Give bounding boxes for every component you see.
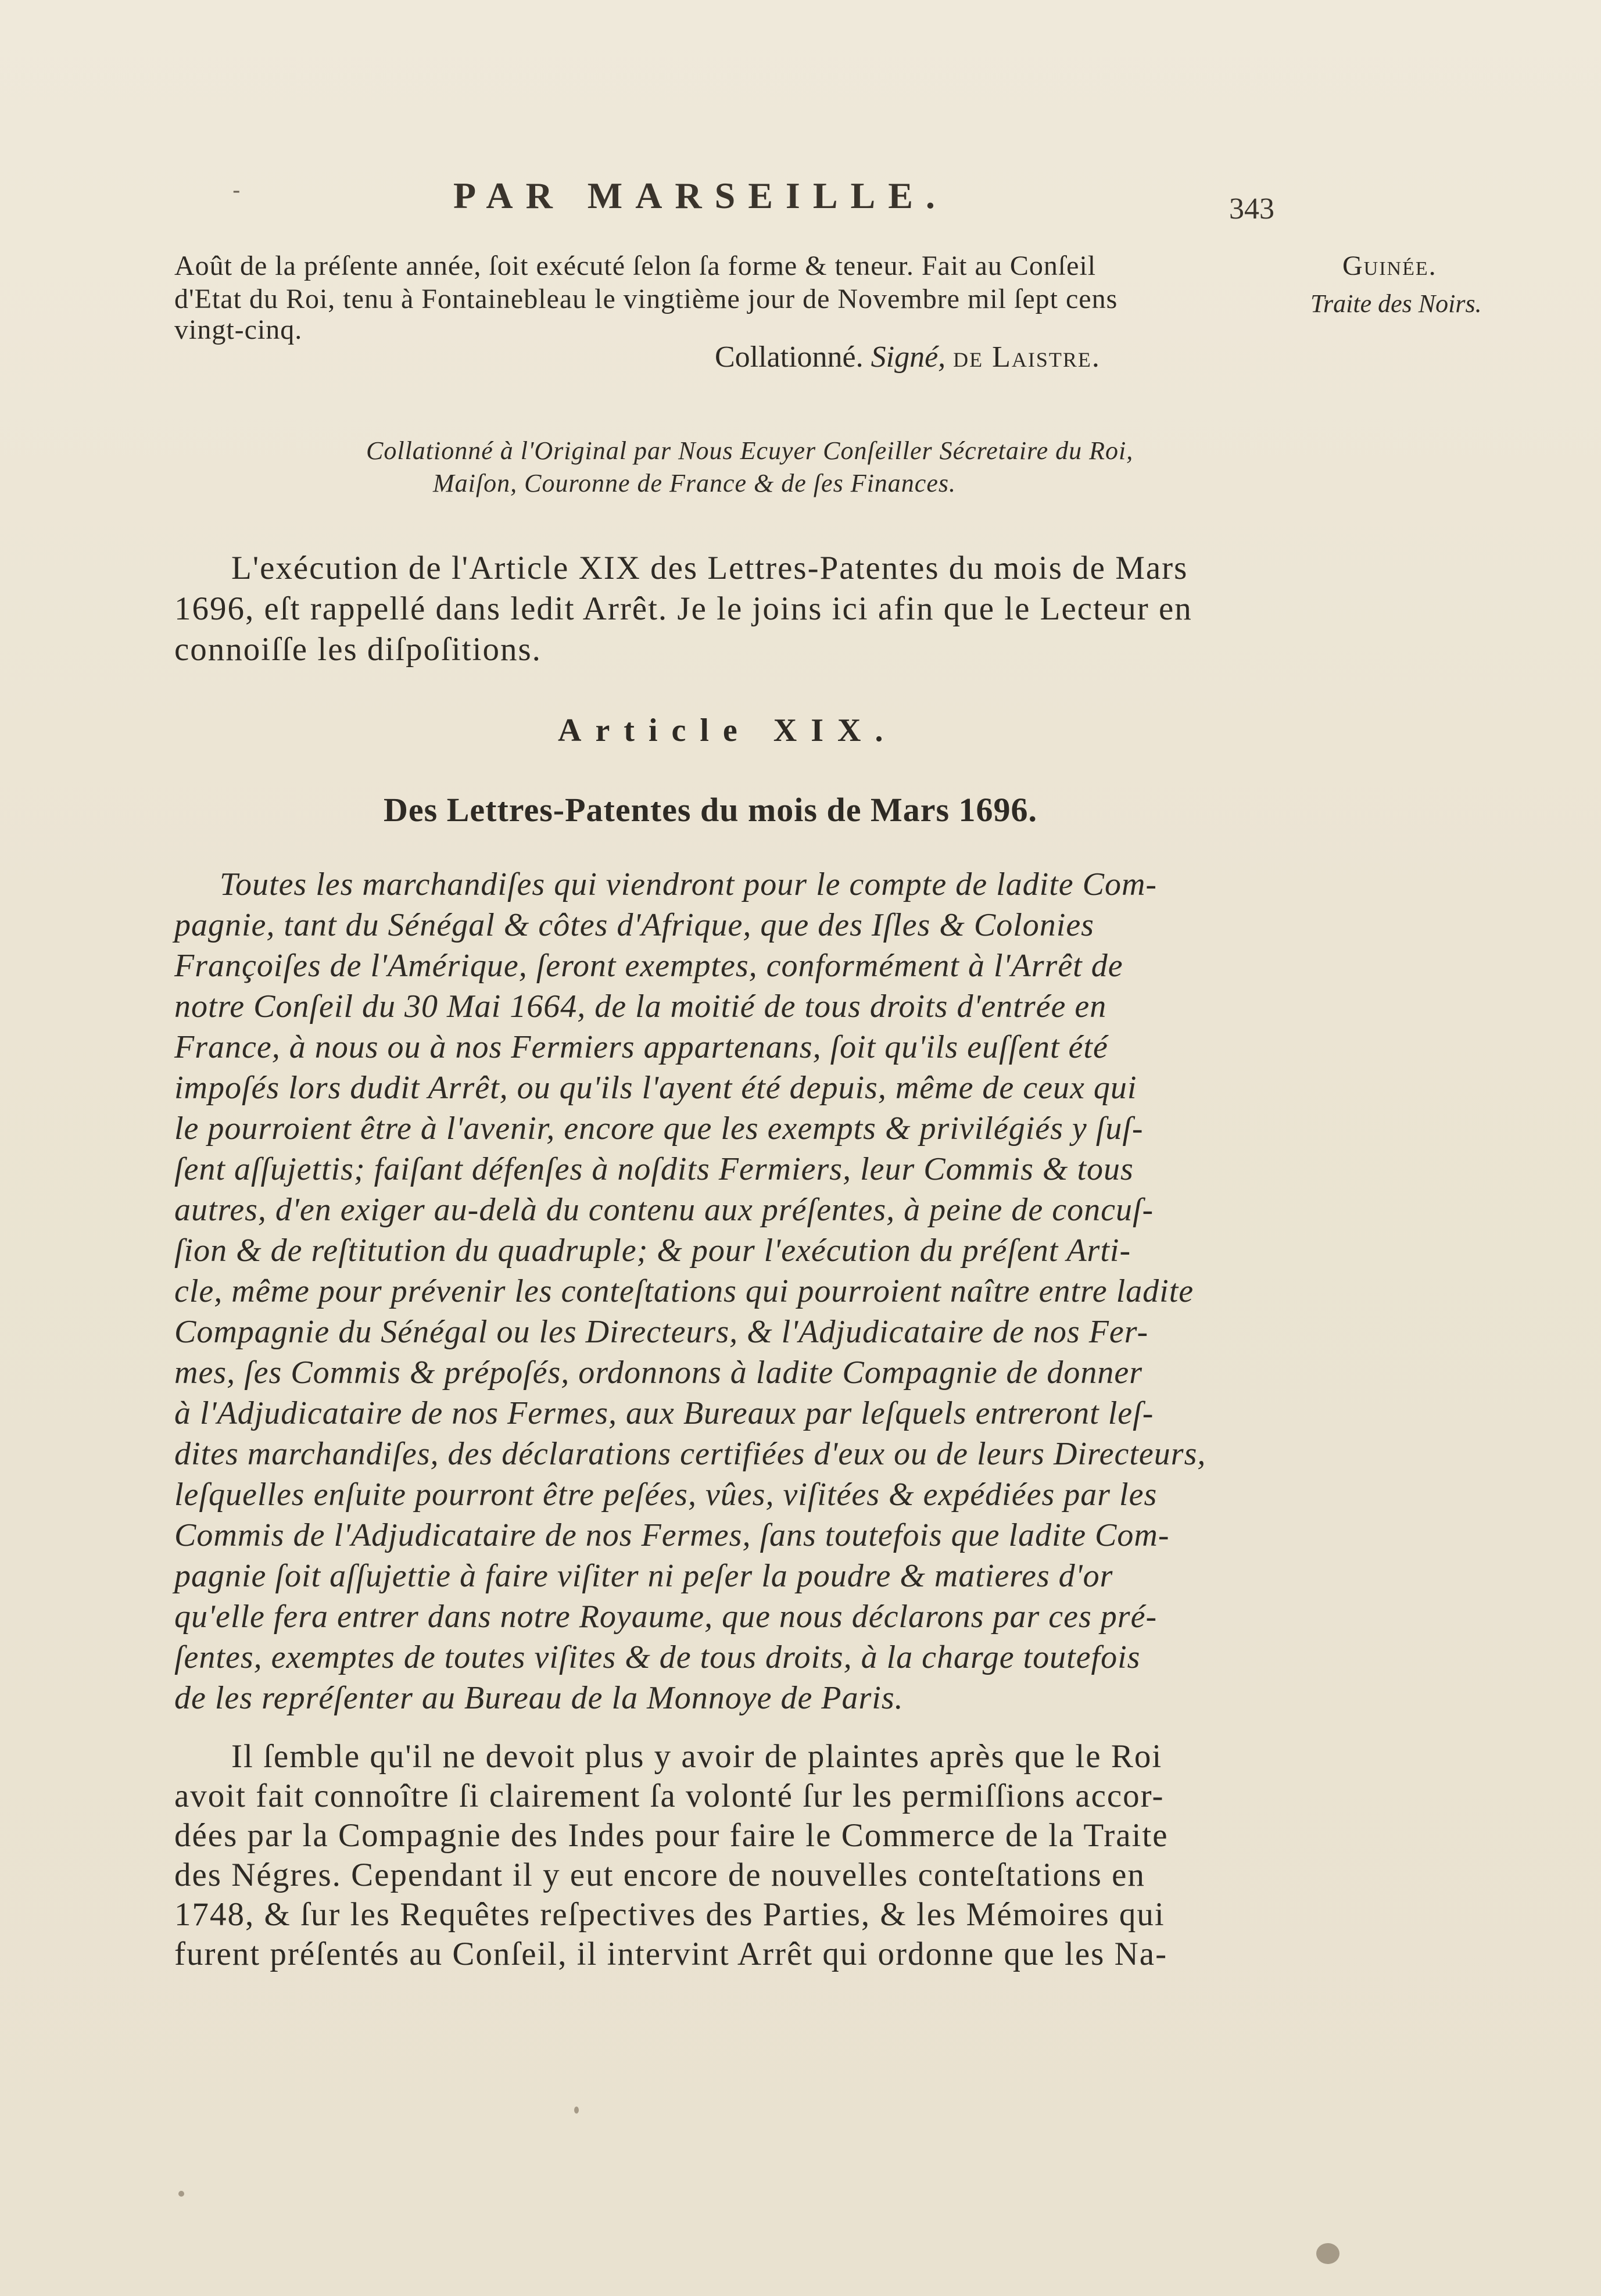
article-line: autres, d'en exiger au-delà du contenu aux préſentes, à peine de concuſ- bbox=[174, 1192, 1154, 1228]
article-line: cle, même pour prévenir les conteſtations qui pourroient naître entre ladite bbox=[174, 1273, 1194, 1309]
opening-line: d'Etat du Roi, tenu à Fontainebleau le vingtième jour de Novembre mil ſept cens bbox=[174, 284, 1118, 314]
article-subtitle: Des Lettres-Patentes du mois de Mars 1696. bbox=[384, 791, 1038, 829]
article-line: le pourroient être à l'avenir, encore que les exempts & privilégiés y ſuſ- bbox=[174, 1111, 1144, 1147]
closing-paragraph-line: avoit fait connoître ſi clairement ſa volonté ſur les permiſſions accor- bbox=[174, 1778, 1165, 1814]
article-line: ſent aſſujettis; faiſant défenſes à noſdits Fermiers, leur Commis & tous bbox=[174, 1151, 1134, 1187]
article-line: pagnie, tant du Sénégal & côtes d'Afrique, que des Iſles & Colonies bbox=[174, 907, 1094, 943]
collation-note-line: Maiſon, Couronne de France & de ſes Finances. bbox=[433, 469, 956, 497]
signatory-name: de Laistre. bbox=[953, 341, 1101, 374]
article-line: impoſés lors dudit Arrêt, ou qu'ils l'ayent été depuis, même de ceux qui bbox=[174, 1070, 1137, 1106]
ink-spot bbox=[574, 2107, 579, 2114]
closing-paragraph-line: furent préſentés au Conſeil, il intervint Arrêt qui ordonne que les Na- bbox=[174, 1936, 1168, 1972]
ink-spot bbox=[178, 2191, 184, 2197]
article-line: ſentes, exemptes de toutes viſites & de tous droits, à la charge toutefois bbox=[174, 1639, 1141, 1675]
running-header: PAR MARSEILLE. bbox=[453, 175, 948, 216]
collation-note-line: Collationné à l'Original par Nous Ecuyer Conſeiller Sécretaire du Roi, bbox=[366, 436, 1134, 465]
article-line: de les repréſenter au Bureau de la Monnoye de Paris. bbox=[174, 1680, 904, 1716]
signature-line bbox=[715, 340, 1101, 374]
article-line: leſquelles enſuite pourront être peſées, vûes, viſitées & expédiées par les bbox=[174, 1477, 1158, 1513]
page-number: 343 bbox=[1229, 192, 1274, 225]
ink-mark: - bbox=[232, 177, 241, 204]
closing-paragraph-line: dées par la Compagnie des Indes pour faire le Commerce de la Traite bbox=[174, 1817, 1169, 1854]
article-title: Article XIX. bbox=[558, 712, 897, 748]
article-line: mes, ſes Commis & prépoſés, ordonnons à ladite Compagnie de donner bbox=[174, 1355, 1143, 1391]
ink-spot bbox=[1316, 2243, 1339, 2264]
article-line: pagnie ſoit aſſujettie à faire viſiter ni peſer la poudre & matieres d'or bbox=[174, 1558, 1113, 1594]
intro-paragraph-line: connoiſſe les diſpoſitions. bbox=[174, 631, 542, 668]
article-line: dites marchandiſes, des déclarations certifiées d'eux ou de leurs Directeurs, bbox=[174, 1436, 1206, 1472]
article-line: Commis de l'Adjudicataire de nos Fermes, ſans toutefois que ladite Com- bbox=[174, 1517, 1170, 1553]
opening-line: vingt-cinq. bbox=[174, 314, 303, 345]
article-line: notre Conſeil du 30 Mai 1664, de la moitié de tous droits d'entrée en bbox=[174, 988, 1107, 1025]
article-line: ſion & de reſtitution du quadruple; & pour l'exécution du préſent Arti- bbox=[174, 1233, 1131, 1269]
margin-note-subsection: Traite des Noirs. bbox=[1310, 289, 1482, 318]
article-line: à l'Adjudicataire de nos Fermes, aux Bureaux par leſquels entreront leſ- bbox=[174, 1395, 1154, 1431]
opening-line: Août de la préſente année, ſoit exécuté ſelon ſa forme & teneur. Fait au Conſeil bbox=[174, 250, 1097, 281]
intro-paragraph-line: 1696, eſt rappellé dans ledit Arrêt. Je le joins ici afin que le Lecteur en bbox=[174, 590, 1192, 627]
margin-note-section: Guinée. bbox=[1342, 250, 1437, 281]
article-line: Françoiſes de l'Amérique, ſeront exemptes, conformément à l'Arrêt de bbox=[174, 948, 1123, 984]
article-line: Compagnie du Sénégal ou les Directeurs, & l'Adjudicataire de nos Fer- bbox=[174, 1314, 1149, 1350]
article-line: qu'elle fera entrer dans notre Royaume, que nous déclarons par ces pré- bbox=[174, 1599, 1158, 1635]
closing-paragraph-line: Il ſemble qu'il ne devoit plus y avoir de plaintes après que le Roi bbox=[231, 1738, 1163, 1775]
intro-paragraph-line: L'exécution de l'Article XIX des Lettres-Patentes du mois de Mars bbox=[231, 550, 1188, 586]
closing-paragraph-line: des Négres. Cependant il y eut encore de nouvelles conteſtations en bbox=[174, 1857, 1145, 1893]
article-line: Toutes les marchandiſes qui viendront pour le compte de ladite Com- bbox=[220, 866, 1158, 902]
signe-text: Signé, bbox=[871, 341, 946, 374]
closing-paragraph-line: 1748, & ſur les Requêtes reſpectives des Parties, & les Mémoires qui bbox=[174, 1896, 1165, 1933]
collationne-text: Collationné. bbox=[715, 341, 864, 374]
article-line: France, à nous ou à nos Fermiers appartenans, ſoit qu'ils euſſent été bbox=[174, 1029, 1108, 1065]
